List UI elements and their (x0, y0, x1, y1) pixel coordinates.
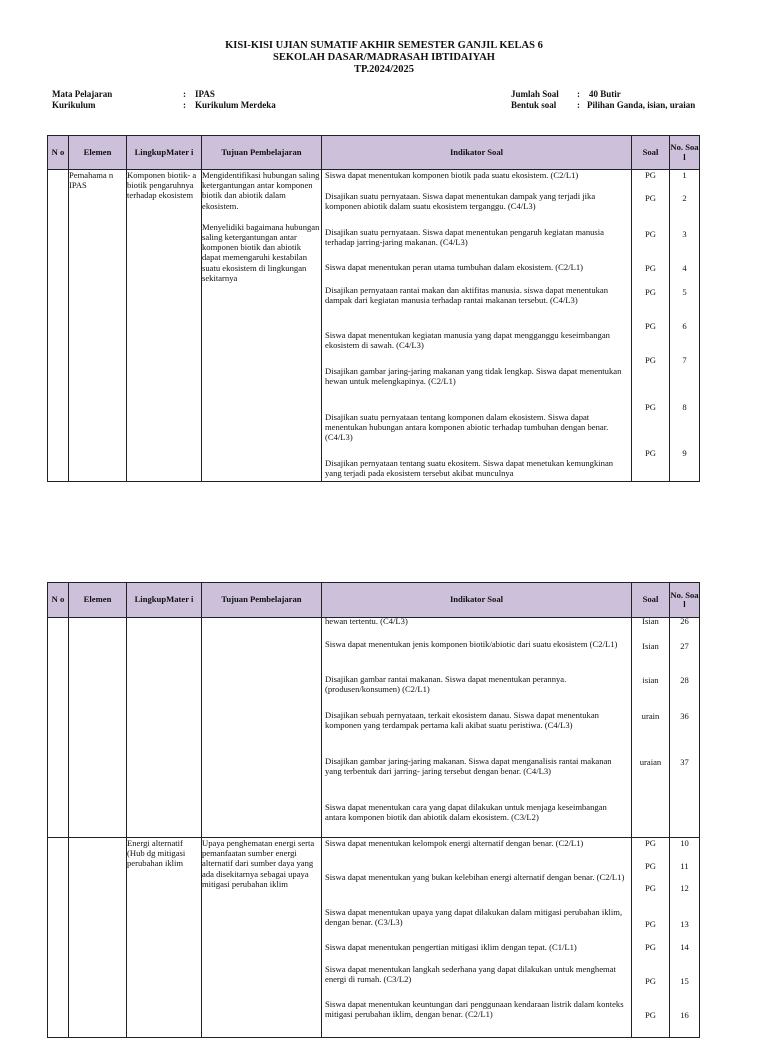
row-indikator (322, 170, 632, 482)
question-number: 14 (680, 942, 689, 952)
soal-type: PG (645, 402, 656, 412)
indikator-item: Disajikan sebuah pernyataan, terkait ekosistem danau. Siswa dapat menentukan komponen yang terdampak pertama kali akibat suatu peristiwa. (C4/L3) (325, 710, 599, 731)
curriculum-label: Kurikulum (52, 100, 96, 110)
table-row (48, 170, 700, 482)
kisi-table-page1 (47, 135, 700, 482)
question-number: 26 (680, 616, 689, 626)
soal-type: PG (645, 263, 656, 273)
table-row (48, 838, 700, 1038)
question-number: 1 (682, 170, 687, 180)
indikator-item: Siswa dapat menentukan kelompok energi alternatif dengan benar. (C2/L1) (325, 838, 584, 848)
soal-type: PG (645, 942, 656, 952)
indikator-item: Siswa dapat menentukan kegiatan manusia yang dapat mengganggu keseimbangan ekosistem di sawah. (C4/L3) (325, 330, 610, 351)
soal-type: PG (645, 170, 656, 180)
row-nosoal (670, 170, 700, 482)
indikator-item: Siswa dapat menentukan jenis komponen biotik/abiotic dari suatu ekosistem (C2/L1) (325, 639, 618, 649)
question-form-colon: : (577, 100, 580, 110)
soal-type: Isian (642, 616, 659, 626)
soal-type: PG (645, 355, 656, 365)
question-number: 15 (680, 976, 689, 986)
question-number: 37 (680, 757, 689, 767)
soal-type: PG (645, 321, 656, 331)
question-number: 36 (680, 711, 689, 721)
soal-type: PG (645, 287, 656, 297)
soal-type: urain (641, 711, 660, 721)
question-number: 8 (682, 402, 687, 412)
question-number: 3 (682, 229, 687, 239)
row-nosoal (670, 838, 700, 1038)
indikator-item: Disajikan gambar rantai makanan. Siswa dapat menentukan perannya. (produsen/konsumen) (C2/L1) (325, 674, 567, 695)
question-number: 2 (682, 193, 687, 203)
question-count-colon: : (577, 89, 580, 99)
indikator-item: Disajikan pernyataan rantai makan dan aktifitas manusia. siswa dapat menentukan dampak dari kegiatan manusia terhadap rantai makanan tersebut. (C4/L3) (325, 285, 609, 306)
row-indikator (322, 838, 632, 1038)
indikator-item: Siswa dapat menentukan komponen biotik pada suatu ekosistem. (C2/L1) (325, 170, 579, 180)
indikator-item: Siswa dapat menentukan pengertian mitigasi iklim dengan tepat. (C1/L1) (325, 942, 577, 952)
soal-type: uraian (639, 757, 662, 767)
soal-type: Isian (642, 641, 659, 651)
indikator-item: Siswa dapat menentukan peran utama tumbuhan dalam ekosistem. (C2/L1) (325, 262, 583, 272)
col-lingkup-header: LingkupMater i (127, 583, 202, 618)
doc-title-line3: TP.2024/2025 (354, 64, 414, 75)
soal-type: PG (645, 229, 656, 239)
question-number: 6 (682, 321, 687, 331)
question-number: 11 (680, 861, 689, 871)
question-number: 12 (680, 883, 689, 893)
question-number: 7 (682, 355, 687, 365)
soal-type: PG (645, 193, 656, 203)
soal-type: PG (645, 448, 656, 458)
row-lingkup: Energi alternatif (Hub dg mitigasi perubahan iklim (127, 838, 202, 1038)
col-tujuan-header: Tujuan Pembelajaran (202, 583, 322, 618)
table-row (48, 618, 700, 838)
row-lingkup: Komponen biotik- a biotik pengaruhnya terhadap ekosistem (127, 170, 202, 482)
soal-type: PG (645, 861, 656, 871)
table-header-row (48, 583, 700, 618)
col-no-header: N o (48, 136, 69, 170)
question-number: 4 (682, 263, 687, 273)
col-nosoal-header: No. Soa l (670, 136, 700, 170)
tujuan-text-2: Menyelidiki bagaimana hubungan saling ketergantungan antar komponen biotik dan abiotik dapat memengaruhi kestabilan suatu ekosistem di lingkungan sekitarnya (202, 221, 320, 283)
col-elemen-header: Elemen (69, 583, 127, 618)
indikator-item: Siswa dapat menentukan langkah sederhana yang dapat dilakukan untuk menghemat energi di rumah. (C3/L2) (325, 964, 616, 985)
soal-type: PG (645, 976, 656, 986)
soal-type: PG (645, 919, 656, 929)
col-soal-header: Soal (632, 136, 670, 170)
table-header-row (48, 136, 700, 170)
soal-type: isian (642, 675, 659, 685)
row-nosoal (670, 618, 700, 838)
question-number: 10 (680, 838, 689, 848)
kisi-table-page2 (47, 582, 700, 1038)
question-form-value: Pilihan Ganda, isian, uraian (587, 100, 696, 110)
indikator-item: Disajikan suatu pernyataan. Siswa dapat menentukan pengaruh kegiatan manusia terhadap jarring-jaring makanan. (C4/L3) (325, 227, 604, 248)
question-number: 5 (682, 287, 687, 297)
row-no (48, 170, 69, 482)
question-count-value: 40 Butir (589, 89, 621, 99)
tujuan-text-1: Mengidentifikasi hubungan saling ketergantungan antar komponen biotik dan abiotik dalam ekosistem. (202, 170, 320, 211)
row-tujuan: Upaya penghematan energi serta pemanfaatan sumber energi alternatif dari sumber daya yang ada disekitarnya sebagai upaya mitigasi perubahan iklim (202, 838, 322, 1038)
subject-colon: : (183, 89, 186, 99)
question-number: 28 (680, 675, 689, 685)
indikator-item: Siswa dapat menentukan keuntungan dari penggunaan kendaraan listrik dalam konteks mitigasi perubahan iklim, dengan benar. (C2/L1) (325, 999, 624, 1020)
col-nosoal-header: No. Soa l (670, 583, 700, 618)
col-indikator-header: Indikator Soal (322, 583, 632, 618)
subject-value: IPAS (195, 89, 215, 99)
question-number: 9 (682, 448, 687, 458)
doc-title-line2: SEKOLAH DASAR/MADRASAH IBTIDAIYAH (273, 52, 495, 63)
row-indikator (322, 618, 632, 838)
indikator-item: Disajikan suatu pernyataan tentang komponen dalam ekosistem. Siswa dapat menentukan hubungan antara komponen abiotic terhadap tumbuhan dengan benar. (C4/L3) (325, 412, 609, 443)
question-count-label: Jumlah Soal (511, 89, 559, 99)
col-soal-header: Soal (632, 583, 670, 618)
soal-type: PG (645, 1010, 656, 1020)
indikator-item: Siswa dapat menentukan cara yang dapat dilakukan untuk menjaga keseimbangan antara komponen biotik dan abiotik dalam ekosistem. (C3/L2) (325, 802, 607, 823)
doc-title-line1: KISI-KISI UJIAN SUMATIF AKHIR SEMESTER GANJIL KELAS 6 (225, 40, 543, 51)
curriculum-colon: : (183, 100, 186, 110)
row-tujuan (202, 170, 322, 482)
col-lingkup-header: LingkupMater i (127, 136, 202, 170)
indikator-item: Siswa dapat menentukan yang bukan kelebihan energi alternatif dengan benar. (C2/L1) (325, 872, 625, 882)
curriculum-value: Kurikulum Merdeka (195, 100, 276, 110)
question-number: 13 (680, 919, 689, 929)
indikator-item: hewan tertentu. (C4/L3) (325, 616, 408, 626)
indikator-item: Disajikan suatu pernyataan. Siswa dapat menentukan dampak yang terjadi jika komponen abiotik dalam suatu ekosistem terganggu. (C4/L3) (325, 191, 596, 212)
col-indikator-header: Indikator Soal (322, 136, 632, 170)
indikator-item: Disajikan pernyataan tentang suatu ekositem. Siswa dapat menetukan kemungkinan yang terjadi pada ekosistem tersebut akibat munculnya (325, 458, 614, 479)
question-number: 27 (680, 641, 689, 651)
indikator-item: Disajikan gambar jaring-jaring makanan. Siswa dapat menganalisis rantai makanan yang terbentuk dari jarring- jaring tersebut dengan benar. (C4/L3) (325, 756, 612, 777)
soal-type: PG (645, 883, 656, 893)
row-soal (632, 838, 670, 1038)
row-elemen: Pemahama n IPAS (69, 170, 127, 482)
question-number: 16 (680, 1010, 689, 1020)
row-soal (632, 170, 670, 482)
question-form-label: Bentuk soal (511, 100, 557, 110)
col-elemen-header: Elemen (69, 136, 127, 170)
indikator-item: Siswa dapat menentukan upaya yang dapat dilakukan dalam mitigasi perubahan iklim, dengan benar. (C3/L3) (325, 907, 623, 928)
soal-type: PG (645, 838, 656, 848)
indikator-item: Disajikan gambar jaring-jaring makanan yang tidak lengkap. Siswa dapat menentukan hewan untuk melengkapinya. (C2/L1) (325, 366, 622, 387)
row-soal (632, 618, 670, 838)
col-tujuan-header: Tujuan Pembelajaran (202, 136, 322, 170)
subject-label: Mata Pelajaran (52, 89, 113, 99)
col-no-header: N o (48, 583, 69, 618)
